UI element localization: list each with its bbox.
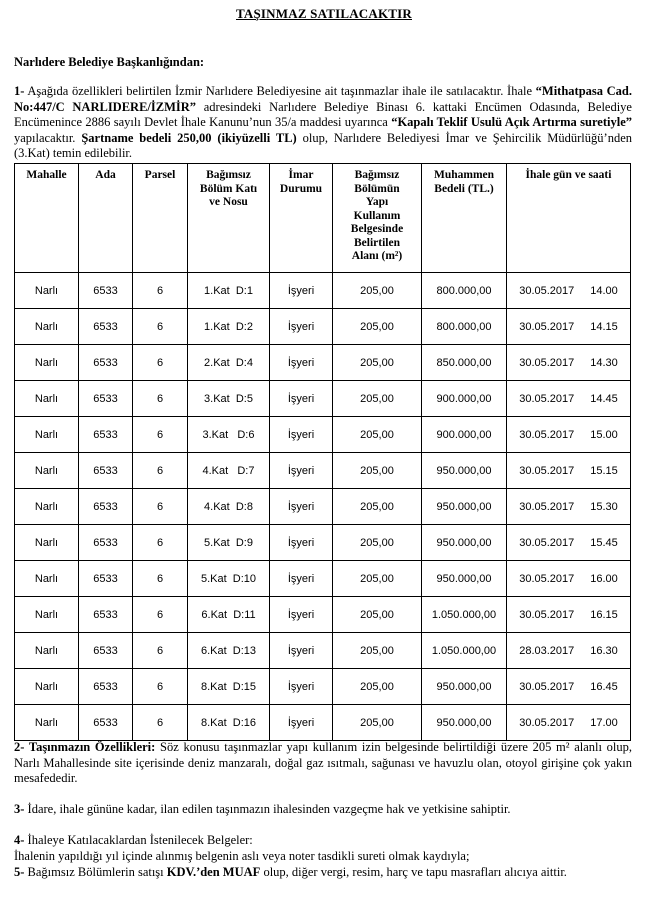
parsel-cell: 6 — [133, 381, 188, 417]
column-header — [188, 164, 270, 273]
parsel-cell: 6 — [133, 309, 188, 345]
estimated-price-cell: 950.000,00 — [422, 561, 507, 597]
auction-datetime-cell — [507, 381, 631, 417]
auction-date: 30.05.2017 — [519, 536, 575, 549]
unit-cell: 1.Kat D:2 — [188, 309, 270, 345]
zoning-cell: İşyeri — [270, 345, 333, 381]
parsel-cell: 6 — [133, 561, 188, 597]
area-cell: 205,00 — [333, 309, 422, 345]
section-1-fee: Şartname bedeli 250,00 (ikiyüzelli TL) — [81, 130, 297, 145]
column-header-line: Belgesinde — [350, 223, 404, 235]
zoning-cell: İşyeri — [270, 453, 333, 489]
estimated-price-cell: 800.000,00 — [422, 309, 507, 345]
auction-date: 30.05.2017 — [519, 572, 575, 585]
section-2-text: Söz konusu taşınmazlar yapı kullanım izin belgesinde belirtildiği üzere 205 m² alanlı olup, Narlı Mahallesinde site içerisinde deniz manzaralı, doğal gaz ısıtmalı, sağunası ve havuzlu olan, otoyol girişine çok yakın mesafededir. — [14, 740, 632, 785]
auction-datetime-cell — [507, 309, 631, 345]
column-header-line: Ada — [95, 169, 116, 181]
auction-time: 16.30 — [590, 644, 618, 657]
table-row — [15, 561, 631, 597]
auction-date: 30.05.2017 — [519, 392, 575, 405]
auction-date: 30.05.2017 — [519, 680, 575, 693]
column-header — [507, 164, 631, 273]
column-header-line: Mahalle — [26, 169, 67, 181]
ada-cell: 6533 — [79, 417, 133, 453]
section-5-tax-exempt: KDV.’den MUAF — [166, 865, 261, 879]
section-3 — [14, 802, 632, 818]
area-cell: 205,00 — [333, 669, 422, 705]
column-header-line: Bölümün — [354, 182, 400, 195]
column-header-line: Parsel — [144, 169, 176, 181]
auction-time: 16.00 — [590, 572, 618, 585]
estimated-price-cell: 950.000,00 — [422, 489, 507, 525]
estimated-price-cell: 800.000,00 — [422, 273, 507, 309]
ada-cell: 6533 — [79, 381, 133, 417]
estimated-price-cell: 850.000,00 — [422, 345, 507, 381]
section-1-text-d: olup, Narlıdere Belediyesi İmar ve Şehircilik Müdürlüğü’nden (3.Kat) temin edilebilir. — [14, 130, 632, 160]
area-cell: 205,00 — [333, 381, 422, 417]
estimated-price-cell: 1.050.000,00 — [422, 597, 507, 633]
section-5-text-b: olup, diğer vergi, resim, harç ve tapu masrafları alıcıya aittir. — [260, 865, 567, 879]
mahalle-cell: Narlı — [15, 597, 79, 633]
auction-datetime-cell — [507, 453, 631, 489]
column-header — [15, 164, 79, 273]
auction-datetime-cell — [507, 525, 631, 561]
area-cell: 205,00 — [333, 705, 422, 741]
column-header-line: Bağımsız — [354, 169, 400, 181]
unit-cell: 6.Kat D:13 — [188, 633, 270, 669]
ada-cell: 6533 — [79, 489, 133, 525]
column-header-line: Bağımsız — [206, 169, 251, 181]
parsel-cell: 6 — [133, 597, 188, 633]
document-heading: Narlıdere Belediye Başkanlığından: — [14, 55, 205, 69]
unit-cell: 6.Kat D:11 — [188, 597, 270, 633]
table-row — [15, 669, 631, 705]
parsel-cell: 6 — [133, 273, 188, 309]
column-header-line: Bedeli (TL.) — [434, 182, 494, 195]
section-4-title: İhaleye Katılacaklardan İstenilecek Belgeler: — [24, 833, 253, 847]
ada-cell: 6533 — [79, 345, 133, 381]
table-row — [15, 525, 631, 561]
ada-cell: 6533 — [79, 453, 133, 489]
mahalle-cell: Narlı — [15, 669, 79, 705]
section-4-text: İhalenin yapıldığı yıl içinde alınmış belgenin aslı veya noter tasdikli sureti olmak kaydıyla; — [14, 848, 470, 863]
table-body — [15, 273, 631, 741]
parsel-cell: 6 — [133, 633, 188, 669]
area-cell: 205,00 — [333, 453, 422, 489]
parsel-cell: 6 — [133, 417, 188, 453]
column-header-line: Kullanım — [353, 209, 401, 222]
unit-cell: 5.Kat D:9 — [188, 525, 270, 561]
auction-date: 30.05.2017 — [519, 284, 575, 297]
mahalle-cell: Narlı — [15, 345, 79, 381]
property-table — [14, 163, 631, 741]
column-header — [333, 164, 422, 273]
auction-time: 16.15 — [590, 608, 618, 621]
section-4 — [14, 833, 632, 864]
estimated-price-cell: 950.000,00 — [422, 525, 507, 561]
unit-cell: 3.Kat D:6 — [188, 417, 270, 453]
section-2-number: 2- — [14, 740, 25, 754]
auction-date: 30.05.2017 — [519, 716, 575, 729]
table-row — [15, 273, 631, 309]
table-row — [15, 489, 631, 525]
ada-cell: 6533 — [79, 525, 133, 561]
estimated-price-cell: 950.000,00 — [422, 705, 507, 741]
area-cell: 205,00 — [333, 417, 422, 453]
section-1 — [14, 84, 632, 162]
mahalle-cell: Narlı — [15, 417, 79, 453]
ada-cell: 6533 — [79, 633, 133, 669]
area-cell: 205,00 — [333, 525, 422, 561]
parsel-cell: 6 — [133, 345, 188, 381]
section-2-label: Taşınmazın Özellikleri: — [24, 740, 156, 754]
estimated-price-cell: 950.000,00 — [422, 669, 507, 705]
document-title: TAŞINMAZ SATILACAKTIR — [236, 6, 412, 21]
zoning-cell: İşyeri — [270, 309, 333, 345]
column-header — [79, 164, 133, 273]
auction-date: 30.05.2017 — [519, 464, 575, 477]
unit-cell: 1.Kat D:1 — [188, 273, 270, 309]
mahalle-cell: Narlı — [15, 705, 79, 741]
column-header-line: Yapı — [365, 196, 389, 208]
auction-datetime-cell — [507, 561, 631, 597]
auction-time: 15.00 — [590, 428, 618, 441]
parsel-cell: 6 — [133, 489, 188, 525]
ada-cell: 6533 — [79, 705, 133, 741]
auction-time: 17.00 — [590, 716, 618, 729]
auction-time: 15.45 — [590, 536, 618, 549]
section-5-number: 5- — [14, 865, 25, 879]
section-3-number: 3- — [14, 802, 25, 816]
zoning-cell: İşyeri — [270, 669, 333, 705]
auction-date: 28.03.2017 — [519, 644, 575, 657]
auction-date: 30.05.2017 — [519, 320, 575, 333]
table-row — [15, 597, 631, 633]
mahalle-cell: Narlı — [15, 273, 79, 309]
table-row — [15, 309, 631, 345]
mahalle-cell: Narlı — [15, 633, 79, 669]
estimated-price-cell: 950.000,00 — [422, 453, 507, 489]
auction-datetime-cell — [507, 633, 631, 669]
column-header-line: Alanı (m²) — [351, 250, 403, 262]
section-1-address: “Mithatpasa Cad. No:447/C NARLIDERE/İZMİR” — [14, 84, 632, 114]
auction-datetime-cell — [507, 417, 631, 453]
table-row — [15, 345, 631, 381]
auction-datetime-cell — [507, 705, 631, 741]
section-3-text: İdare, ihale gününe kadar, ilan edilen taşınmazın ihalesinden vazgeçme hak ve yetkisine sahiptir. — [24, 802, 511, 816]
section-5-text-a: Bağımsız Bölümlerin satışı — [24, 865, 167, 879]
ada-cell: 6533 — [79, 273, 133, 309]
section-1-number: 1- — [14, 84, 25, 98]
parsel-cell: 6 — [133, 453, 188, 489]
zoning-cell: İşyeri — [270, 489, 333, 525]
column-header-line: İhale gün ve saati — [525, 169, 612, 181]
column-header-line: Durumu — [279, 182, 323, 195]
mahalle-cell: Narlı — [15, 309, 79, 345]
estimated-price-cell: 900.000,00 — [422, 381, 507, 417]
column-header-line: ve Nosu — [209, 196, 248, 208]
table-row — [15, 381, 631, 417]
unit-cell: 5.Kat D:10 — [188, 561, 270, 597]
table-row — [15, 633, 631, 669]
zoning-cell: İşyeri — [270, 597, 333, 633]
mahalle-cell: Narlı — [15, 525, 79, 561]
unit-cell: 4.Kat D:7 — [188, 453, 270, 489]
table-row — [15, 417, 631, 453]
section-1-text-a: Aşağıda özellikleri belirtilen İzmir Narlıdere Belediyesine ait taşınmazlar ihale ile satılacaktır. İhale — [24, 84, 536, 98]
auction-date: 30.05.2017 — [519, 428, 575, 441]
auction-time: 14.30 — [590, 356, 618, 369]
auction-time: 15.15 — [590, 464, 618, 477]
auction-date: 30.05.2017 — [519, 500, 575, 513]
zoning-cell: İşyeri — [270, 705, 333, 741]
zoning-cell: İşyeri — [270, 633, 333, 669]
unit-cell: 3.Kat D:5 — [188, 381, 270, 417]
ada-cell: 6533 — [79, 561, 133, 597]
table-row — [15, 705, 631, 741]
unit-cell: 8.Kat D:16 — [188, 705, 270, 741]
area-cell: 205,00 — [333, 561, 422, 597]
unit-cell: 2.Kat D:4 — [188, 345, 270, 381]
table-header-row — [15, 164, 631, 273]
table-row — [15, 453, 631, 489]
mahalle-cell: Narlı — [15, 561, 79, 597]
area-cell: 205,00 — [333, 489, 422, 525]
auction-time: 16.45 — [590, 680, 618, 693]
mahalle-cell: Narlı — [15, 381, 79, 417]
column-header-line: Muhammen — [433, 169, 495, 181]
auction-time: 14.45 — [590, 392, 618, 405]
estimated-price-cell: 1.050.000,00 — [422, 633, 507, 669]
mahalle-cell: Narlı — [15, 453, 79, 489]
column-header — [422, 164, 507, 273]
ada-cell: 6533 — [79, 669, 133, 705]
zoning-cell: İşyeri — [270, 525, 333, 561]
auction-time: 14.15 — [590, 320, 618, 333]
ada-cell: 6533 — [79, 309, 133, 345]
auction-datetime-cell — [507, 273, 631, 309]
column-header-line: Belirtilen — [354, 236, 400, 249]
parsel-cell: 6 — [133, 525, 188, 561]
unit-cell: 8.Kat D:15 — [188, 669, 270, 705]
column-header-line: İmar — [288, 169, 314, 181]
column-header — [270, 164, 333, 273]
zoning-cell: İşyeri — [270, 561, 333, 597]
auction-date: 30.05.2017 — [519, 608, 575, 621]
area-cell: 205,00 — [333, 633, 422, 669]
estimated-price-cell: 900.000,00 — [422, 417, 507, 453]
area-cell: 205,00 — [333, 597, 422, 633]
parsel-cell: 6 — [133, 669, 188, 705]
column-header — [133, 164, 188, 273]
auction-datetime-cell — [507, 669, 631, 705]
parsel-cell: 6 — [133, 705, 188, 741]
auction-date: 30.05.2017 — [519, 356, 575, 369]
section-5 — [14, 865, 632, 881]
zoning-cell: İşyeri — [270, 417, 333, 453]
section-1-text-b: adresindeki Narlıdere Belediye Binası 6. kattaki Encümen Odasında, Belediye Encümenince 2886 sayılı Devlet İhale Kanunu’nun 35/a maddesi uyarınca — [14, 99, 632, 129]
auction-time: 14.00 — [590, 284, 618, 297]
auction-datetime-cell — [507, 489, 631, 525]
section-1-text-c: yapılacaktır. — [14, 130, 82, 145]
auction-datetime-cell — [507, 597, 631, 633]
area-cell: 205,00 — [333, 345, 422, 381]
auction-datetime-cell — [507, 345, 631, 381]
section-2 — [14, 740, 632, 787]
ada-cell: 6533 — [79, 597, 133, 633]
mahalle-cell: Narlı — [15, 489, 79, 525]
zoning-cell: İşyeri — [270, 381, 333, 417]
auction-time: 15.30 — [590, 500, 618, 513]
section-4-number: 4- — [14, 833, 25, 847]
section-1-method: “Kapalı Teklif Usulü Açık Artırma suretiyle” — [391, 115, 632, 129]
zoning-cell: İşyeri — [270, 273, 333, 309]
area-cell: 205,00 — [333, 273, 422, 309]
column-header-line: Bölüm Katı — [199, 182, 258, 195]
unit-cell: 4.Kat D:8 — [188, 489, 270, 525]
